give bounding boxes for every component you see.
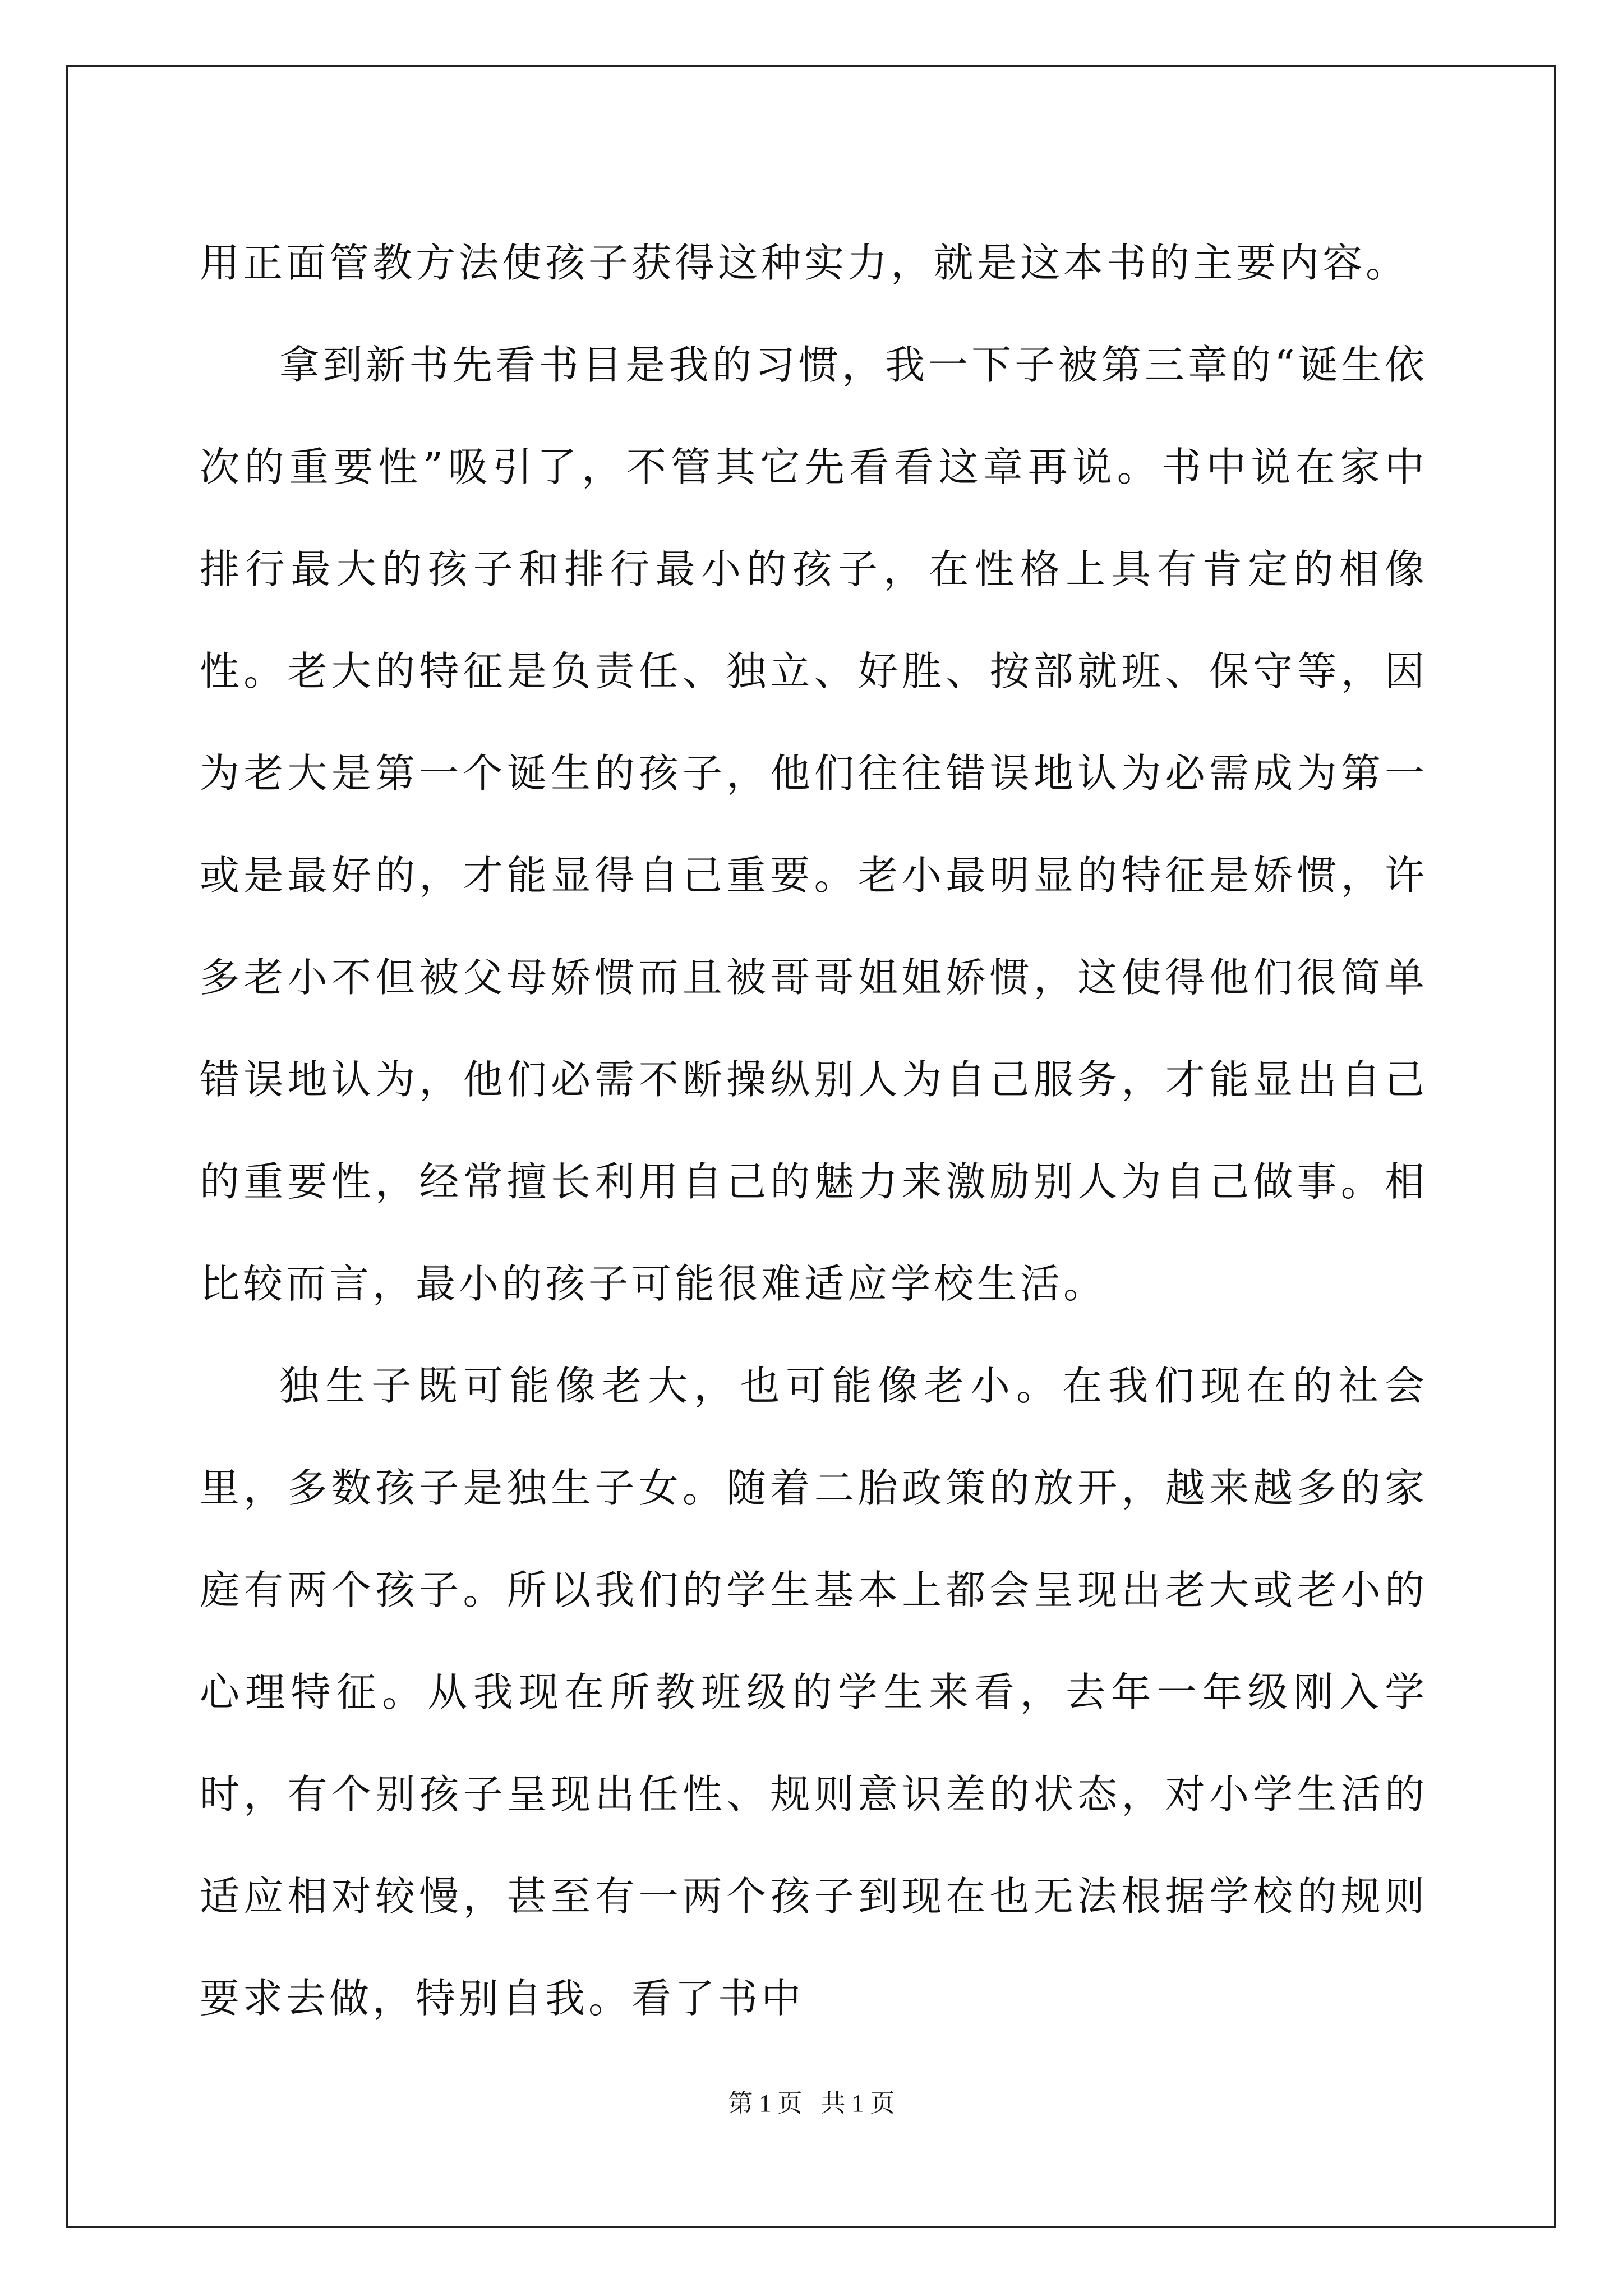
paragraph-1: 用正面管教方法使孩子获得这种实力，就是这本书的主要内容。 (200, 240, 1409, 286)
document-body (200, 212, 1428, 2050)
paragraph-2: 拿到新书先看书目是我的习惯，我一下子被第三章的“诞生依次的重要性”吸引了，不管其它先看看这章再说。书中说在家中排行最大的孩子和排行最小的孩子，在性格上具有肯定的相像性。老大的特征是负责任、独立、好胜、按部就班、保守等，因为老大是第一个诞生的孩子，他们往往错误地认为必需成为第一或是最好的，才能显得自己重要。老小最明显的特征是娇惯，许多老小不但被父母娇惯而且被哥哥姐姐娇惯，这使得他们很简单错误地认为，他们必需不断操纵别人为自己服务，才能显出自己的重要性，经常擅长利用自己的魅力来激励别人为自己做事。相比较而言，最小的孩子可能很难适应学校生活。 (200, 342, 1428, 1307)
page-number-footer: 第 1 页 共 1 页 (728, 2090, 895, 2117)
paragraph-3: 独生子既可能像老大，也可能像老小。在我们现在的社会里，多数孩子是独生子女。随着二胎政策的放开，越来越多的家庭有两个孩子。所以我们的学生基本上都会呈现出老大或老小的心理特征。从我现在所教班级的学生来看，去年一年级刚入学时，有个别孩子呈现出任性、规则意识差的状态，对小学生活的适应相对较慢，甚至有一两个孩子到现在也无法根据学校的规则要求去做，特别自我。看了书中 (200, 1363, 1428, 2022)
